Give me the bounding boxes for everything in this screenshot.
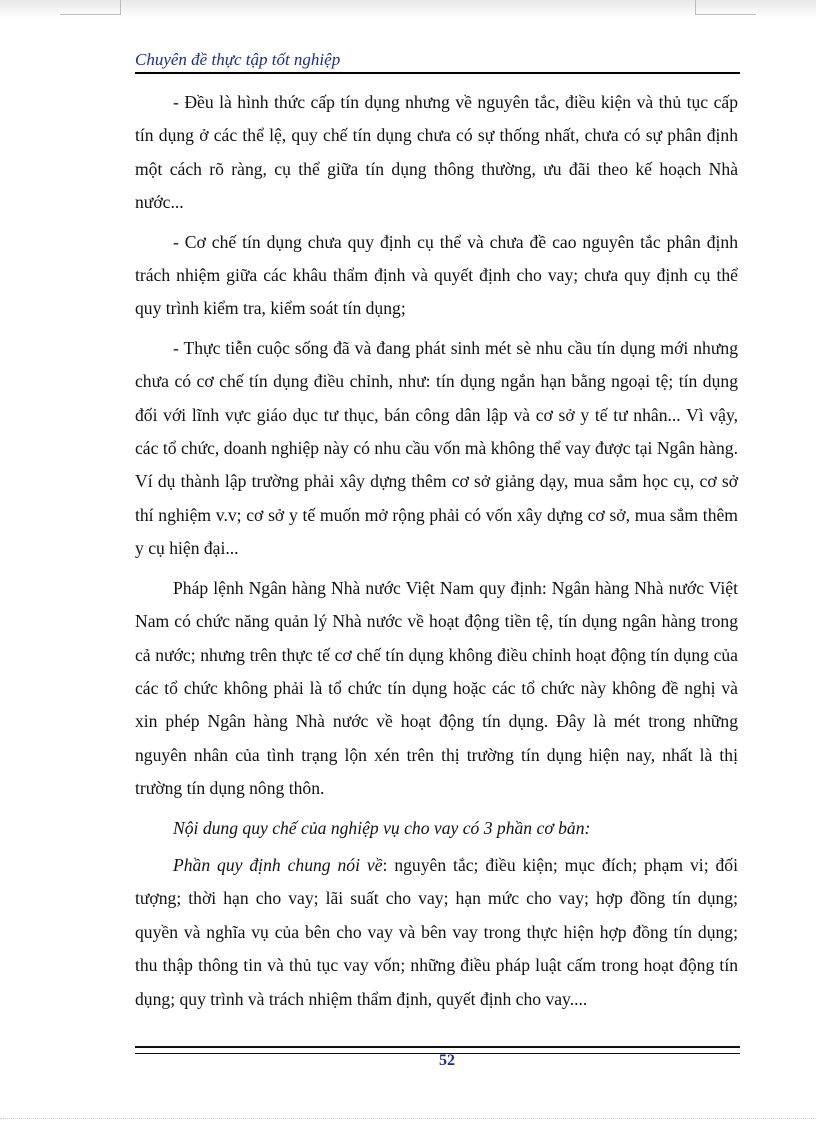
- paragraph-6: [135, 849, 738, 1016]
- paragraph-2: - Cơ chế tín dụng chưa quy định cụ thể và chưa đề cao nguyên tắc phân định trách nhiệm giữa các khâu thẩm định và quyết định cho vay; chưa quy định cụ thể quy trình kiểm tra, kiểm soát tín dụng;: [135, 231, 738, 319]
- document-body: [135, 86, 738, 1022]
- page-number: 52: [439, 1052, 455, 1069]
- header-title: Chuyên đề thực tập tốt nghiệp: [135, 50, 341, 69]
- paragraph-6-text: : nguyên tắc; điều kiện; mục đích; phạm vi; đối tượng; thời hạn cho vay; lãi suất cho vay; hạn mức cho vay; hợp đồng tín dụng; quyền và nghĩa vụ của bên cho vay và bên vay trong thực hiện hợp đồng tín dụng; thu thập thông tin và thủ tục vay vốn; những điều pháp luật cấm trong hoạt động tín dụng; quy trình và trách nhiệm thẩm định, quyết định cho vay....: [135, 854, 738, 1009]
- page-bottom-dotted-edge: [0, 1118, 816, 1119]
- crop-mark-right: [695, 0, 756, 15]
- paragraph-3: - Thực tiễn cuộc sống đã và đang phát sinh mét sè nhu cầu tín dụng mới nhưng chưa có cơ chế tín dụng điều chỉnh, như: tín dụng ngắn hạn bằng ngoại tệ; tín dụng đối với lĩnh vực giáo dục tư thục, bán công dân lập và cơ sở y tế tư nhân... Vì vậy, các tổ chức, doanh nghiệp này có nhu cầu vốn mà không thể vay được tại Ngân hàng. Ví dụ thành lập trường phải xây dựng thêm cơ sở giảng dạy, mua sắm học cụ, cơ sở thí nghiệm v.v; cơ sở y tế muốn mở rộng phải có vốn xây dựng cơ sở, mua sắm thêm y cụ hiện đại...: [135, 337, 738, 559]
- crop-mark-left: [60, 0, 121, 15]
- paragraph-6-italic-lead: Phần quy định chung nói về: [173, 854, 383, 875]
- paragraph-1: - Đều là hình thức cấp tín dụng nhưng về nguyên tắc, điều kiện và thủ tục cấp tín dụng ở các thể lệ, quy chế tín dụng chưa có sự thống nhất, chưa có sự phân định một cách rõ ràng, cụ thể giữa tín dụng thông thường, ưu đãi theo kế hoạch Nhà nước...: [135, 92, 738, 213]
- page-header: [135, 48, 740, 74]
- paragraph-4: Pháp lệnh Ngân hàng Nhà nước Việt Nam quy định: Ngân hàng Nhà nước Việt Nam có chức năng quản lý Nhà nước về hoạt động tiền tệ, tín dụng ngân hàng trong cả nước; nhưng trên thực tế cơ chế tín dụng không điều chỉnh hoạt động tín dụng của các tổ chức không phải là tổ chức tín dụng hoặc các tổ chức này không đề nghị và xin phép Ngân hàng Nhà nước về hoạt động tín dụng. Đây là mét trong những nguyên nhân của tình trạng lộn xén trên thị trường tín dụng hiện nay, nhất là thị trường tín dụng nông thôn.: [135, 577, 738, 799]
- page-top-shade: [0, 0, 816, 18]
- paragraph-5-italic-heading: Nội dung quy chế của nghiệp vụ cho vay có 3 phần cơ bản:: [173, 817, 591, 838]
